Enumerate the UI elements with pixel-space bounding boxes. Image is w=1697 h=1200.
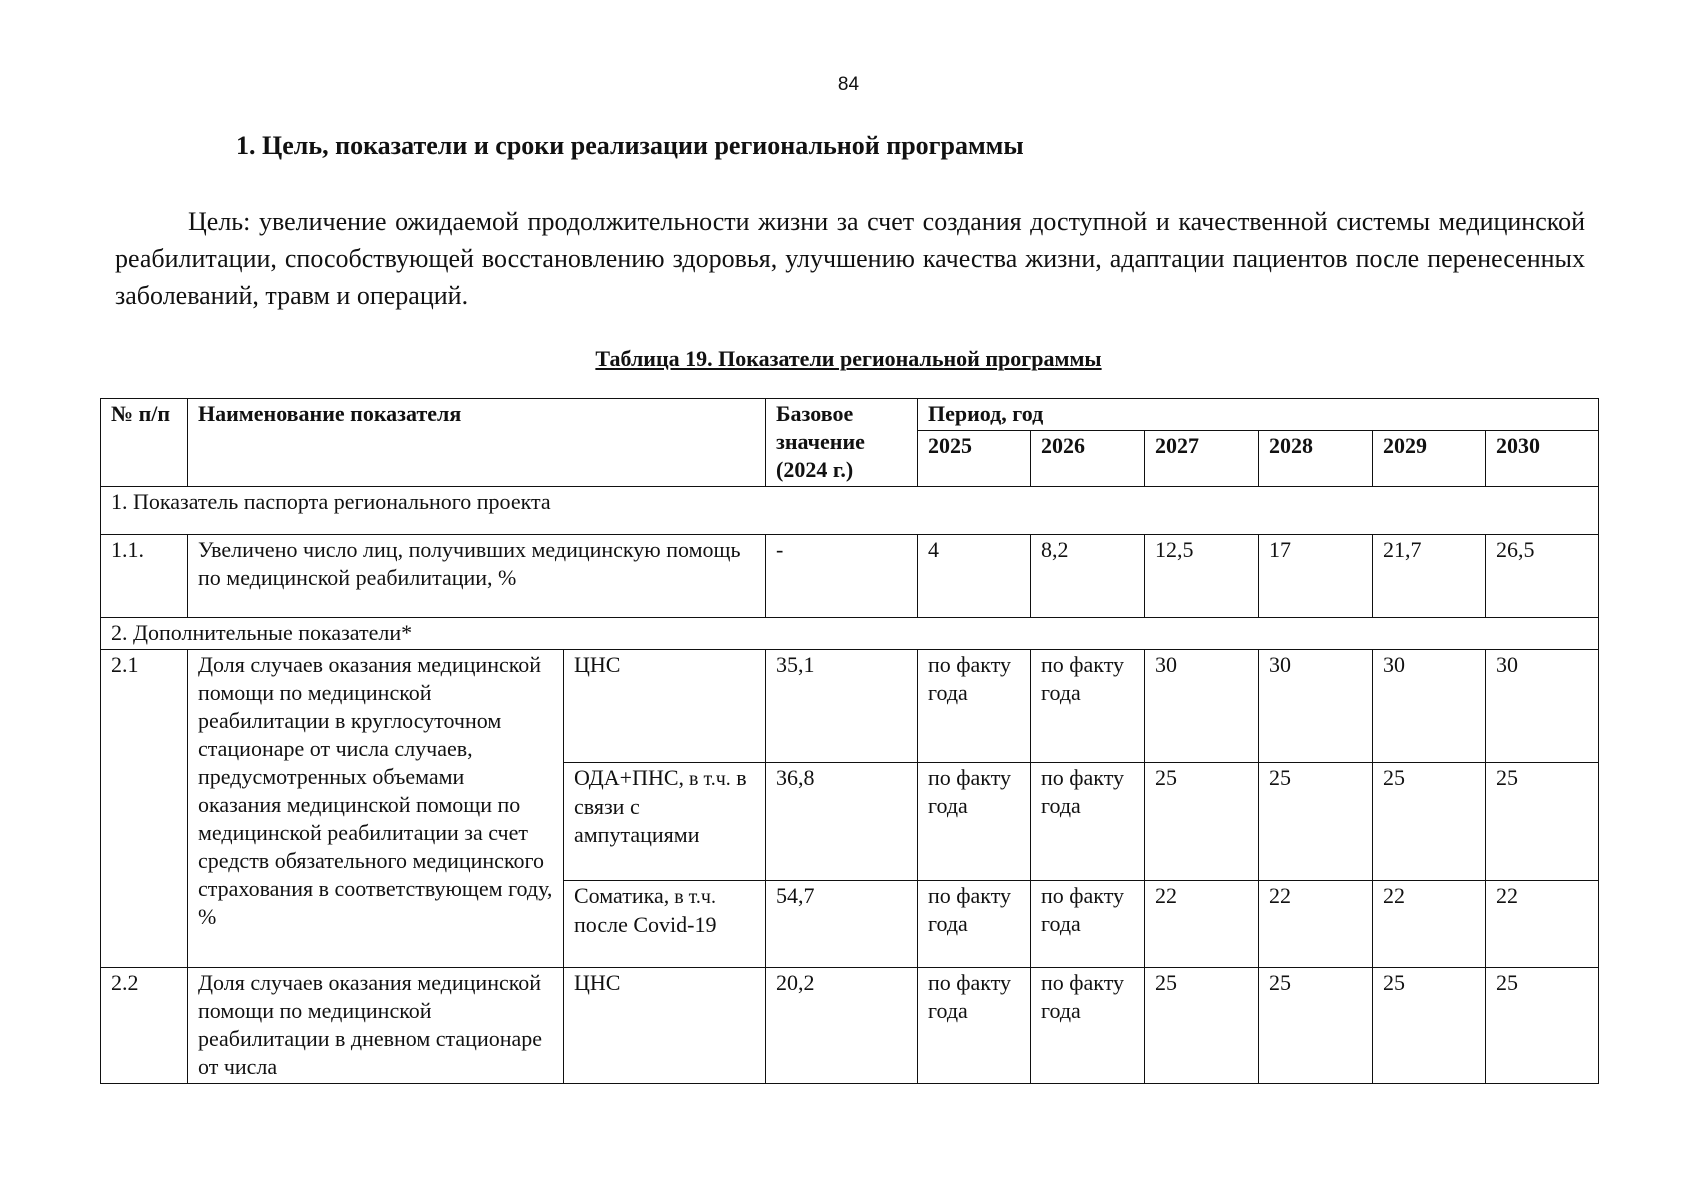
row-value: 25	[1259, 968, 1373, 1084]
header-base: Базовое значение (2024 г.)	[766, 399, 918, 487]
row-value: по факту года	[1031, 650, 1145, 763]
row-value: 17	[1259, 535, 1373, 618]
sublabel-main: ОДА+ПНС,	[574, 765, 685, 790]
row-value: 25	[1486, 968, 1599, 1084]
row-value: 25	[1486, 763, 1599, 881]
row-value: по факту года	[1031, 881, 1145, 968]
row-value: 25	[1259, 763, 1373, 881]
row-sublabel: ЦНС	[564, 650, 766, 763]
row-sublabel	[564, 763, 766, 881]
row-value: по факту года	[1031, 968, 1145, 1084]
row-num: 1.1.	[101, 535, 188, 618]
row-base: 35,1	[766, 650, 918, 763]
section-title: 1. Цель, показатели и сроки реализации региональной программы	[236, 131, 1024, 160]
row-value: 21,7	[1373, 535, 1486, 618]
section-row-1: 1. Показатель паспорта регионального проекта	[101, 487, 1599, 535]
row-value: 30	[1373, 650, 1486, 763]
row-value: по факту года	[1031, 763, 1145, 881]
table-row	[101, 535, 1599, 618]
header-year: 2025	[918, 431, 1031, 487]
row-base: 54,7	[766, 881, 918, 968]
row-value: 12,5	[1145, 535, 1259, 618]
row-value: 4	[918, 535, 1031, 618]
row-value: 25	[1145, 763, 1259, 881]
row-sublabel: ЦНС	[564, 968, 766, 1084]
row-value: 26,5	[1486, 535, 1599, 618]
header-num: № п/п	[101, 399, 188, 487]
table-caption	[0, 346, 1697, 372]
header-name: Наименование показателя	[188, 399, 766, 487]
row-value: по факту года	[918, 881, 1031, 968]
row-name: Доля случаев оказания медицинской помощи по медицинской реабилитации в дневном стационаре от числа	[188, 968, 564, 1084]
table-row	[101, 968, 1599, 1084]
row-num: 2.1	[101, 650, 188, 968]
section-row-2: 2. Дополнительные показатели*	[101, 618, 1599, 650]
row-value: по факту года	[918, 968, 1031, 1084]
table-row	[101, 650, 1599, 763]
row-value: 25	[1145, 968, 1259, 1084]
row-value: 25	[1373, 968, 1486, 1084]
sublabel-small: в т.ч.	[684, 768, 731, 790]
row-base: -	[766, 535, 918, 618]
indicators-table	[100, 398, 1599, 1084]
row-base: 20,2	[766, 968, 918, 1084]
row-value: 30	[1259, 650, 1373, 763]
row-value: 30	[1145, 650, 1259, 763]
header-year: 2029	[1373, 431, 1486, 487]
page-number: 84	[837, 74, 860, 95]
row-value: по факту года	[918, 763, 1031, 881]
sublabel-small: в т.ч.	[669, 886, 716, 908]
row-value: 22	[1486, 881, 1599, 968]
table-caption-text: Таблица 19. Показатели региональной программы	[595, 346, 1102, 371]
header-year: 2027	[1145, 431, 1259, 487]
row-value: 22	[1259, 881, 1373, 968]
header-year: 2026	[1031, 431, 1145, 487]
row-value: по факту года	[918, 650, 1031, 763]
row-sublabel	[564, 881, 766, 968]
row-value: 25	[1373, 763, 1486, 881]
row-name: Доля случаев оказания медицинской помощи по медицинской реабилитации в круглосуточном стационаре от числа случаев, предусмотренных объемами оказания медицинской помощи по медицинской реабилитации за счет средств обязательного медицинского страхования в соответствующем году, %	[188, 650, 564, 968]
sublabel-rest: в связи с ампутациями	[574, 765, 747, 847]
row-value: 22	[1145, 881, 1259, 968]
row-value: 8,2	[1031, 535, 1145, 618]
row-name: Увеличено число лиц, получивших медицинскую помощь по медицинской реабилитации, %	[188, 535, 766, 618]
goal-paragraph: Цель: увеличение ожидаемой продолжительности жизни за счет создания доступной и качественной системы медицинской реабилитации, способствующей восстановлению здоровья, улучшению качества жизни, адаптации пациентов после перенесенных заболеваний, травм и операций.	[115, 207, 1585, 310]
header-period: Период, год	[918, 399, 1599, 431]
sublabel-rest: после Covid-19	[574, 912, 717, 937]
header-year: 2028	[1259, 431, 1373, 487]
row-value: 22	[1373, 881, 1486, 968]
sublabel-main: Соматика,	[574, 883, 670, 908]
row-value: 30	[1486, 650, 1599, 763]
row-base: 36,8	[766, 763, 918, 881]
header-year: 2030	[1486, 431, 1599, 487]
row-num: 2.2	[101, 968, 188, 1084]
